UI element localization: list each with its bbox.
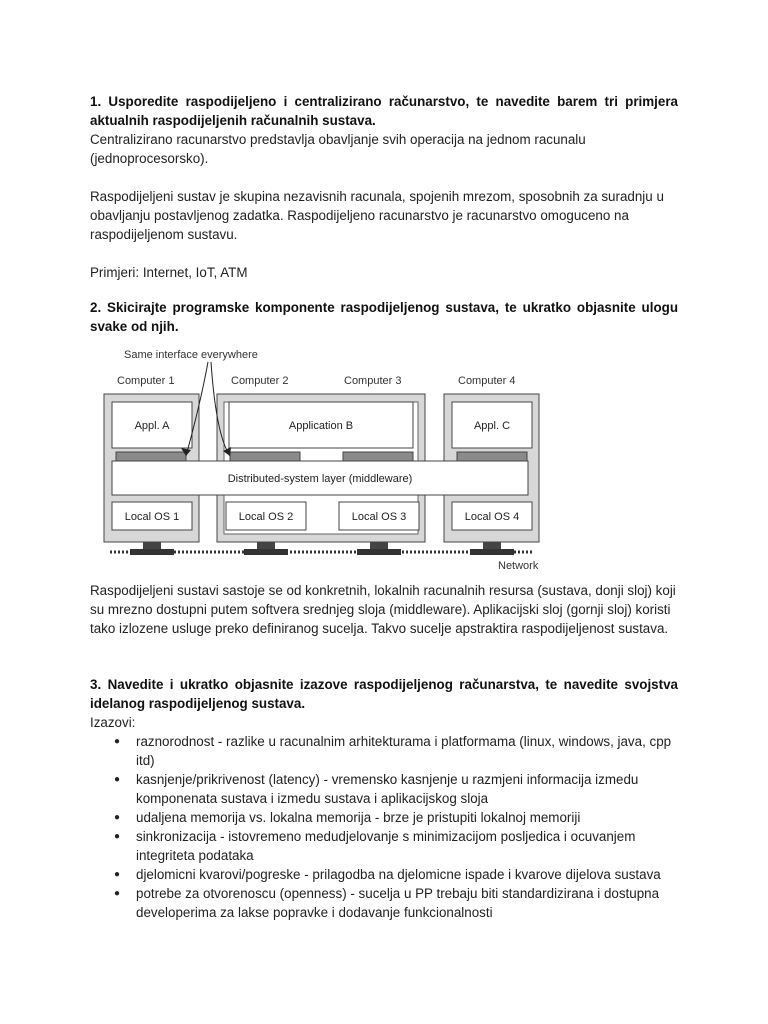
list-item: ● djelomicni kvarovi/pogreske - prilagodba na djelomicne ispade i kvarove dijelova sustava [90, 865, 678, 884]
distributed-system-diagram [90, 336, 540, 581]
challenges-intro: Izazovi: [90, 715, 136, 730]
application-b-label: Application B [288, 420, 354, 432]
interface-label: Same interface everywhere [124, 349, 258, 361]
list-item: ● potrebe za otvorenoscu (openness) - sucelja u PP trebaju biti standardizirana i dostupna developerima za lakse popravke i dodavanje funkcionalnosti [90, 884, 678, 922]
diagram-svg [90, 336, 540, 576]
middleware-label: Distributed-system layer (middleware) [227, 473, 413, 485]
distributed-paragraph: Raspodijeljeni sustav je skupina nezavisnih racunala, spojenih mrezom, sposobnih za suradnju u obavljanju postavljenog zadatka. Raspodijeljeno racunarstvo je racunarstvo omoguceno na raspodijeljenom sustavu. [90, 189, 664, 242]
section-1 [90, 92, 678, 282]
middleware-explanation: Raspodijeljeni sustavi sastoje se od konkretnih, lokalnih racunalnih resursa (sustava, donji sloj) koji su mrezno dostupni putem softvera srednjeg sloja (middleware). Aplikacijski sloj (gornji sloj) koristi tako izlozene usluge preko definiranog sucelja. Takvo sucelje apstraktira raspodijeljenost sustava. [90, 583, 676, 636]
section-2-explanation [90, 581, 678, 638]
computer-label-4: Computer 4 [458, 375, 516, 387]
local-os-4-label: Local OS 4 [464, 511, 520, 523]
network-node-3 [357, 549, 401, 555]
local-os-2-label: Local OS 2 [238, 511, 294, 523]
local-os-1-label: Local OS 1 [124, 511, 180, 523]
network-label: Network [498, 560, 539, 572]
centralized-paragraph: Centralizirano racunarstvo predstavlja obavljanje svih operacija na jednom racunalu (jednoprocesorsko). [90, 132, 586, 166]
network-node-4 [470, 549, 514, 555]
interface-port-1 [116, 452, 186, 461]
appl-a-label: Appl. A [134, 420, 170, 432]
examples-line: Primjeri: Internet, IoT, ATM [90, 265, 248, 280]
network-node-1 [130, 549, 174, 555]
computer-label-1: Computer 1 [117, 375, 175, 387]
interface-port-3 [343, 452, 413, 461]
computer-label-2: Computer 2 [231, 375, 289, 387]
list-item: ● sinkronizacija - istovremeno medudjelovanje s minimizacijom posljedica i ocuvanjem integriteta podataka [90, 827, 678, 865]
local-os-3-label: Local OS 3 [351, 511, 407, 523]
list-item: ● raznorodnost - razlike u racunalnim arhitekturama i platformama (linux, windows, java, cpp itd) [90, 732, 678, 770]
question-3-heading: 3. Navedite i ukratko objasnite izazove raspodijeljenog računarstva, te navedite svojstva idelanog raspodijeljenog sustava. [90, 677, 678, 711]
question-1-heading: 1. Usporedite raspodijeljeno i centralizirano računarstvo, te navedite barem tri primjera aktualnih raspodijeljenih računalnih sustava. [90, 94, 678, 128]
list-item: ● udaljena memorija vs. lokalna memorija - brze je pristupiti lokalnoj memoriji [90, 808, 678, 827]
appl-c-label: Appl. C [473, 420, 511, 432]
interface-port-4 [457, 452, 527, 461]
challenges-list [90, 732, 678, 922]
section-3 [90, 675, 678, 922]
question-2-heading: 2. Skicirajte programske komponente raspodijeljenog sustava, te ukratko objasnite ulogu svake od njih. [90, 300, 678, 334]
network-node-2 [244, 549, 288, 555]
list-item: ● kasnjenje/prikrivenost (latency) - vremensko kasnjenje u razmjeni informacija izmedu komponenata sustava i izmedu sustava i aplikacijskog sloja [90, 770, 678, 808]
computer-label-3: Computer 3 [344, 375, 402, 387]
interface-port-2 [230, 452, 300, 461]
section-2 [90, 298, 678, 336]
